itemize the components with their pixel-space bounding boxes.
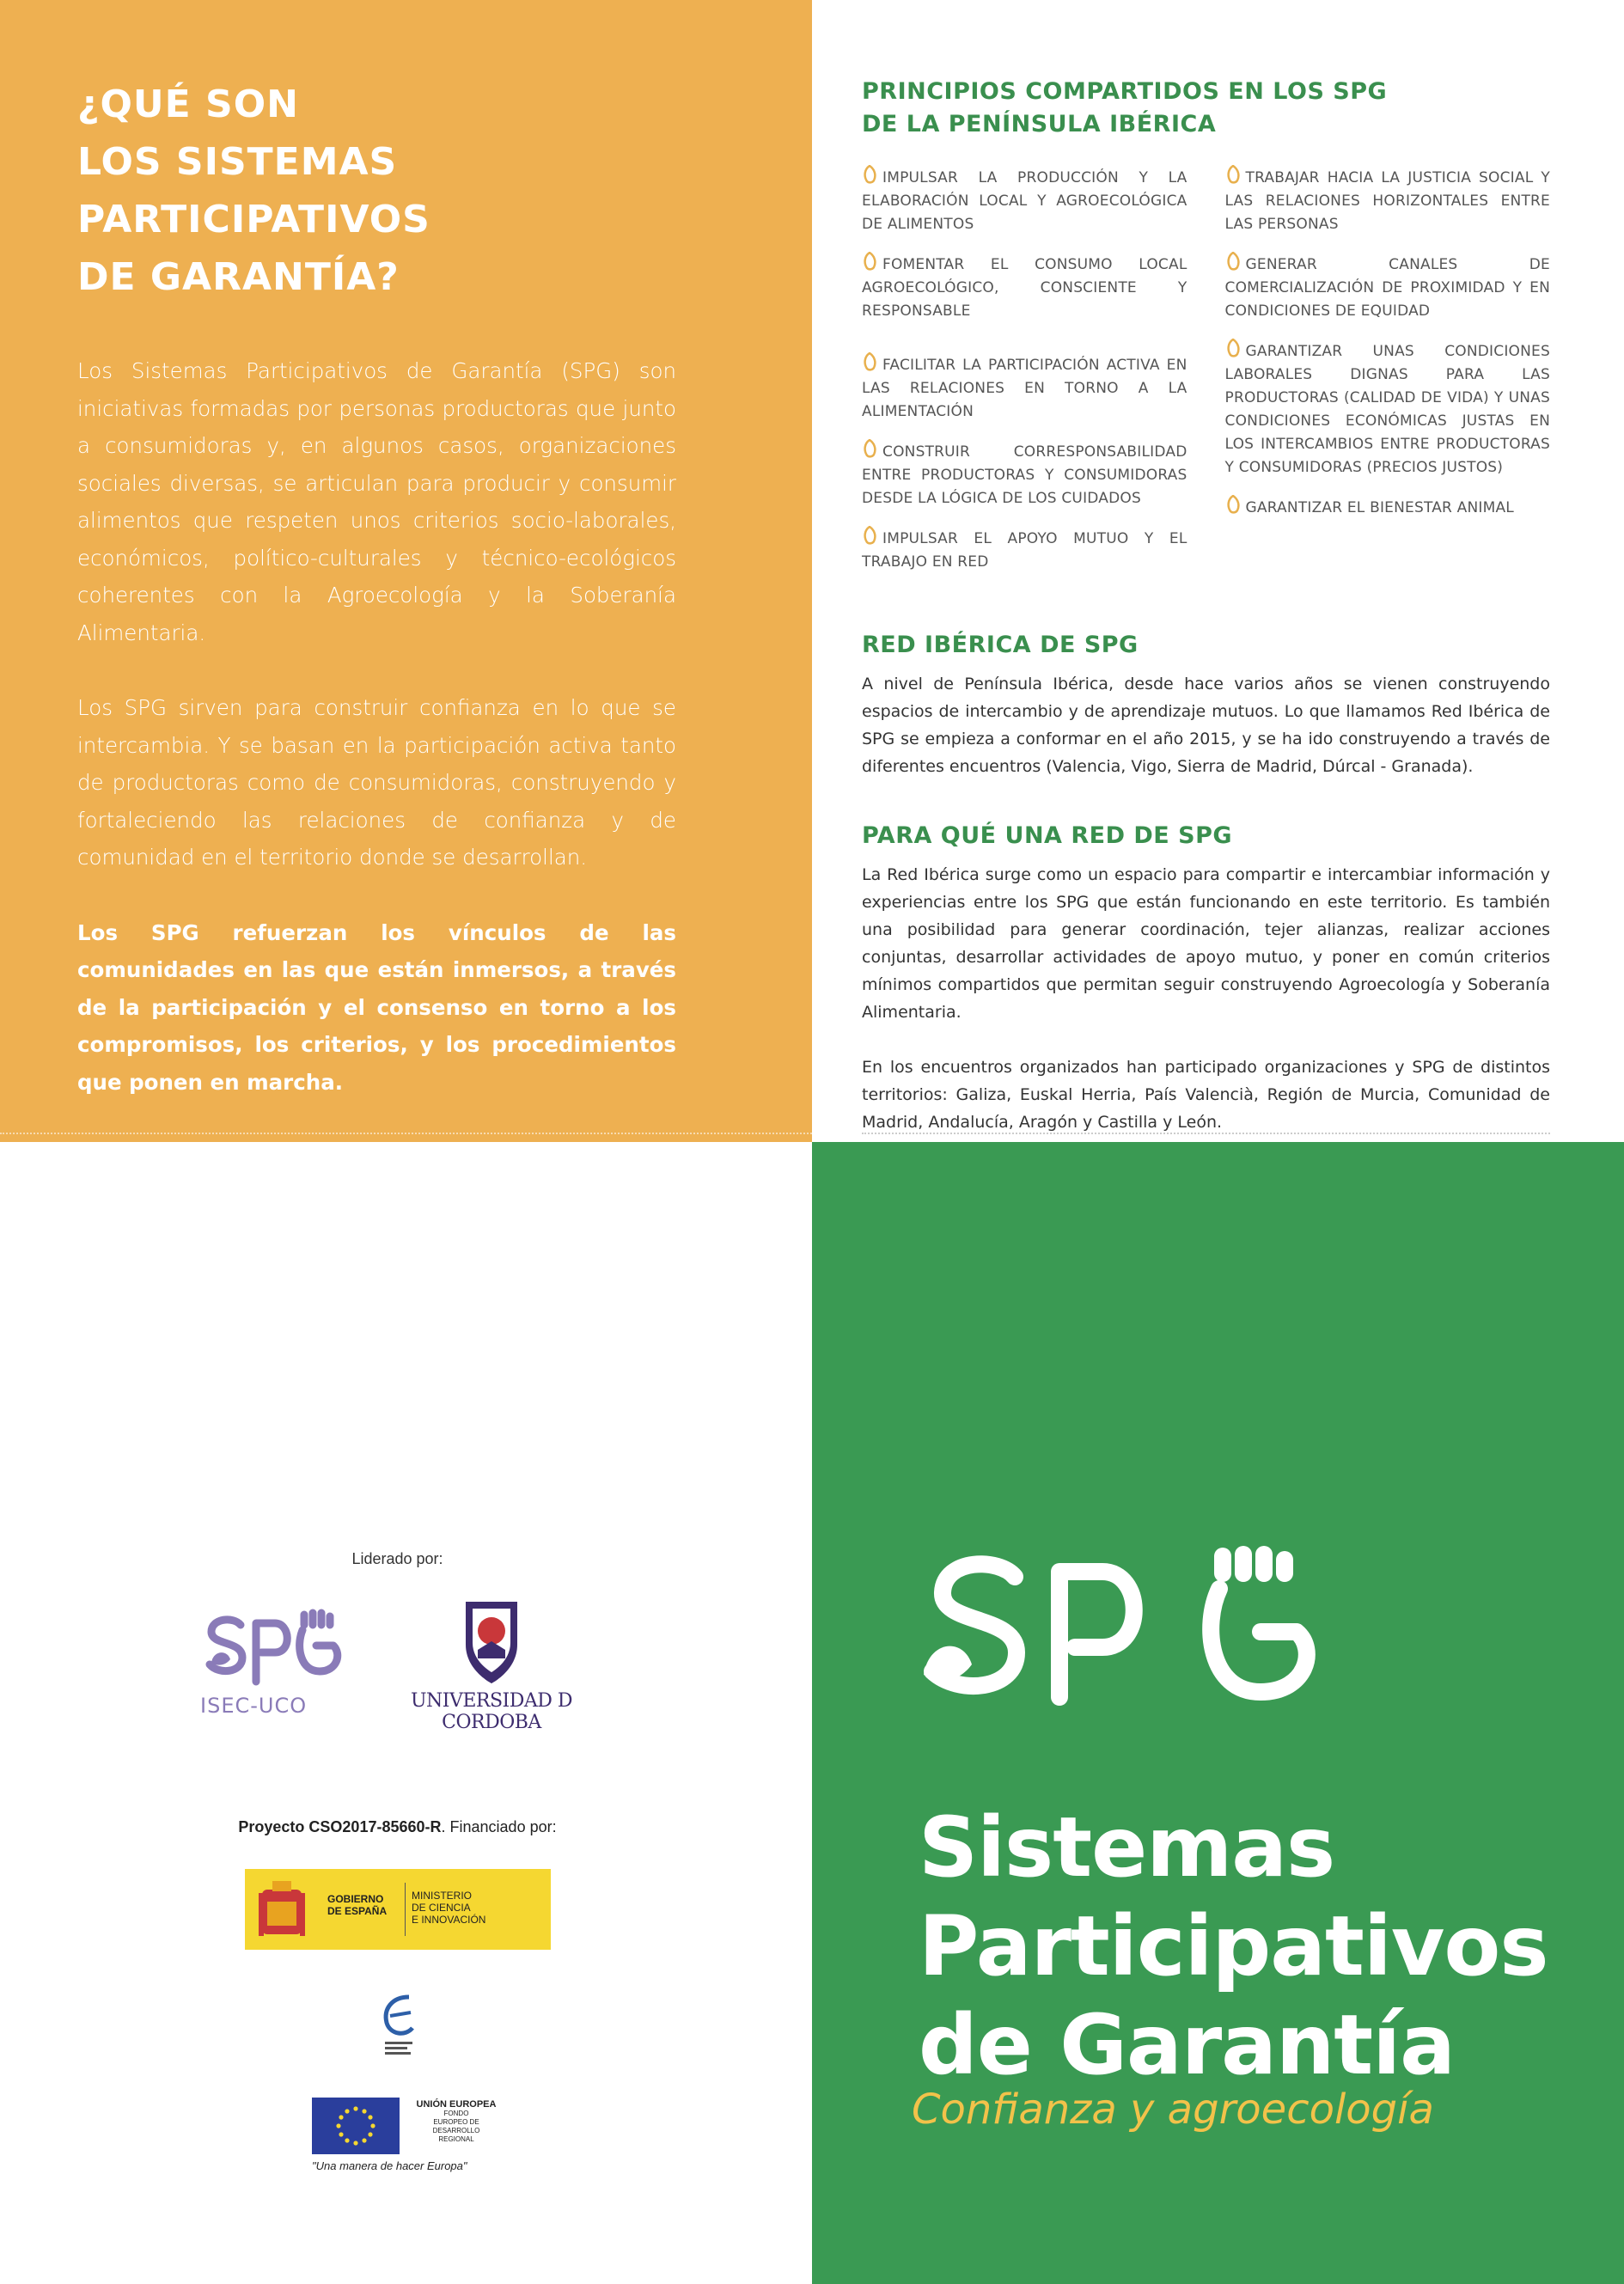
intro-paragraph: Los Sistemas Participativos de Garantía (SPG) son iniciativas formadas por personas productoras que junto a consumidoras y, en algunos casos, organizaciones sociales diversas, se articulan para producir y consumir alimentos que respeten unos criterios socio-laborales, económicos, político-culturales y técnico-ecológicos coherentes con la Agroecología y la Soberanía Alimentaria. — [77, 358, 676, 645]
principle-item: FACILITAR LA PARTICIPACIÓN ACTIVA EN LAS RELACIONES EN TORNO A LA ALIMENTACIÓN — [862, 352, 1187, 424]
eu-flag-icon — [312, 2098, 400, 2154]
gobierno-text: GOBIERNO DE ESPAÑA — [327, 1893, 388, 1917]
principle-item: CONSTRUIR CORRESPONSABILIDAD ENTRE PRODUCTORAS Y CONSUMIDORAS DESDE LA LÓGICA DE LOS CUIDADOS — [862, 439, 1187, 510]
para-que-title: PARA QUÉ UNA RED DE SPG — [862, 822, 1233, 849]
principles-title — [862, 76, 1550, 141]
cover-subtitle: Confianza y agroecología — [912, 2086, 1434, 2134]
leaf-icon — [862, 439, 877, 458]
cover-title — [919, 1798, 1548, 2095]
para-que-paragraph: La Red Ibérica surge como un espacio para compartir e intercambiar información y experiencias entre los SPG que están funcionando en este territorio. Es también una posibilidad para generar coordinación, tejer alianzas, realizar acciones conjuntas, desarrollar actividades de apoyo mutuo, y poner en común criterios mínimos compartidos que permitan seguir construyendo Agroecología y Soberanía Alimentaria. — [862, 865, 1550, 1022]
leaf-icon — [862, 352, 877, 371]
leaf-icon — [862, 526, 877, 545]
principle-item: TRABAJAR HACIA LA JUSTICIA SOCIAL Y LAS RELACIONES HORIZONTALES ENTRE LAS PERSONAS — [1225, 165, 1551, 236]
spg-isec-logo-icon — [199, 1606, 371, 1692]
isec-label: ISEC-UCO — [200, 1694, 308, 1718]
leaf-icon — [862, 165, 877, 184]
fold-line — [862, 1133, 1550, 1134]
principles-list — [862, 165, 1550, 589]
project-suffix: . Financiado por: — [441, 1818, 557, 1835]
ministerio-ciencia-logo — [245, 1869, 551, 1950]
principle-item: IMPULSAR LA PRODUCCIÓN Y LA ELABORACIÓN LOCAL Y AGROECOLÓGICA DE ALIMENTOS — [862, 165, 1187, 236]
leaf-icon — [1225, 339, 1241, 357]
principles-column-1 — [862, 165, 1187, 589]
intro-title-line: PARTICIPATIVOS — [77, 198, 430, 241]
intro-panel — [0, 0, 812, 1142]
cover-title-line: Sistemas — [919, 1799, 1335, 1896]
ue-motto: "Una manera de hacer Europa" — [312, 2159, 467, 2172]
uco-label: UNIVERSIDAD D CORDOBA — [410, 1690, 573, 1733]
spg-logo-icon — [913, 1546, 1326, 1709]
red-title: RED IBÉRICA DE SPG — [862, 632, 1139, 658]
principle-item: FOMENTAR EL CONSUMO LOCAL AGROECOLÓGICO, CONSCIENTE Y RESPONSABLE — [862, 252, 1187, 323]
intro-title-line: LOS SISTEMAS — [77, 140, 398, 184]
union-europea-logo — [312, 2098, 518, 2183]
principles-title-line: DE LA PENÍNSULA IBÉRICA — [862, 111, 1217, 137]
intro-title-line: ¿QUÉ SON — [77, 82, 299, 126]
project-line — [0, 1818, 795, 1836]
fold-line — [0, 1133, 812, 1134]
ue-text: UNIÓN EUROPEA FONDO EUROPEO DE DESARROLLO REGIONAL — [416, 2099, 497, 2143]
principles-panel — [812, 0, 1624, 1142]
para-que-paragraph: En los encuentros organizados han participado organizaciones y SPG de distintos territorios: Galiza, Euskal Herria, País Valencià, Región de Murcia, Comunidad de Madrid, Andalucía, Aragón y Castilla y León. — [862, 1058, 1550, 1132]
principle-item: GARANTIZAR EL BIENESTAR ANIMAL — [1225, 495, 1551, 520]
leaf-icon — [1225, 495, 1241, 514]
front-cover-panel — [812, 1142, 1624, 2284]
leaf-icon — [1225, 165, 1241, 184]
intro-title-line: DE GARANTÍA? — [77, 255, 400, 299]
principles-column-2 — [1225, 165, 1551, 589]
intro-paragraph: Los SPG sirven para construir confianza en lo que se intercambia. Y se basan en la participación activa tanto de productoras como de consumidoras, construyendo y fortaleciendo las relaciones de confianza y de comunidad en el territorio donde se desarrollan. — [77, 695, 676, 870]
principle-item: GARANTIZAR UNAS CONDICIONES LABORALES DIGNAS PARA LAS PRODUCTORAS (CALIDAD DE VIDA) Y UNAS CONDICIONES ECONÓMICAS JUSTAS EN LOS INTERCAMBIOS ENTRE PRODUCTORAS Y CONSUMIDORAS (PRECIOS JUSTOS) — [1225, 339, 1551, 479]
principle-item: IMPULSAR EL APOYO MUTUO Y EL TRABAJO EN RED — [862, 526, 1187, 574]
red-text: A nivel de Península Ibérica, desde hace varios años se vienen construyendo espacios de intercambio y de aprendizaje mutuos. Lo que llamamos Red Ibérica de SPG se empieza a conformar en el año 2015, y se ha ido construyendo a través de diferentes encuentros (Valencia, Vigo, Sierra de Madrid, Dúrcal - Granada). — [862, 675, 1550, 776]
leaf-icon — [862, 252, 877, 271]
cover-title-line: Participativos — [919, 1898, 1548, 1995]
cover-title-line: de Garantía — [919, 1997, 1455, 2094]
spain-coat-of-arms-icon — [257, 1878, 307, 1941]
intro-bold-paragraph: Los SPG refuerzan los vínculos de las comunidades en las que están inmersos, a través de la participación y el consenso en torno a los compromisos, los criterios, y los procedimientos que ponen en marcha. — [77, 919, 676, 1095]
agencia-estatal-investigacion-logo-icon — [375, 1990, 423, 2059]
principles-title-line: PRINCIPIOS COMPARTIDOS EN LOS SPG — [862, 78, 1388, 105]
project-code: Proyecto CSO2017-85660-R — [238, 1818, 442, 1835]
ministerio-text: MINISTERIO DE CIENCIA E INNOVACIÓN — [412, 1890, 486, 1926]
leaf-icon — [1225, 252, 1241, 271]
lead-by-label: Liderado por: — [351, 1550, 443, 1567]
principle-item: GENERAR CANALES DE COMERCIALIZACIÓN DE PROXIMIDAD Y EN CONDICIONES DE EQUIDAD — [1225, 252, 1551, 323]
back-cover-panel — [0, 1142, 812, 2284]
intro-title — [77, 76, 676, 306]
